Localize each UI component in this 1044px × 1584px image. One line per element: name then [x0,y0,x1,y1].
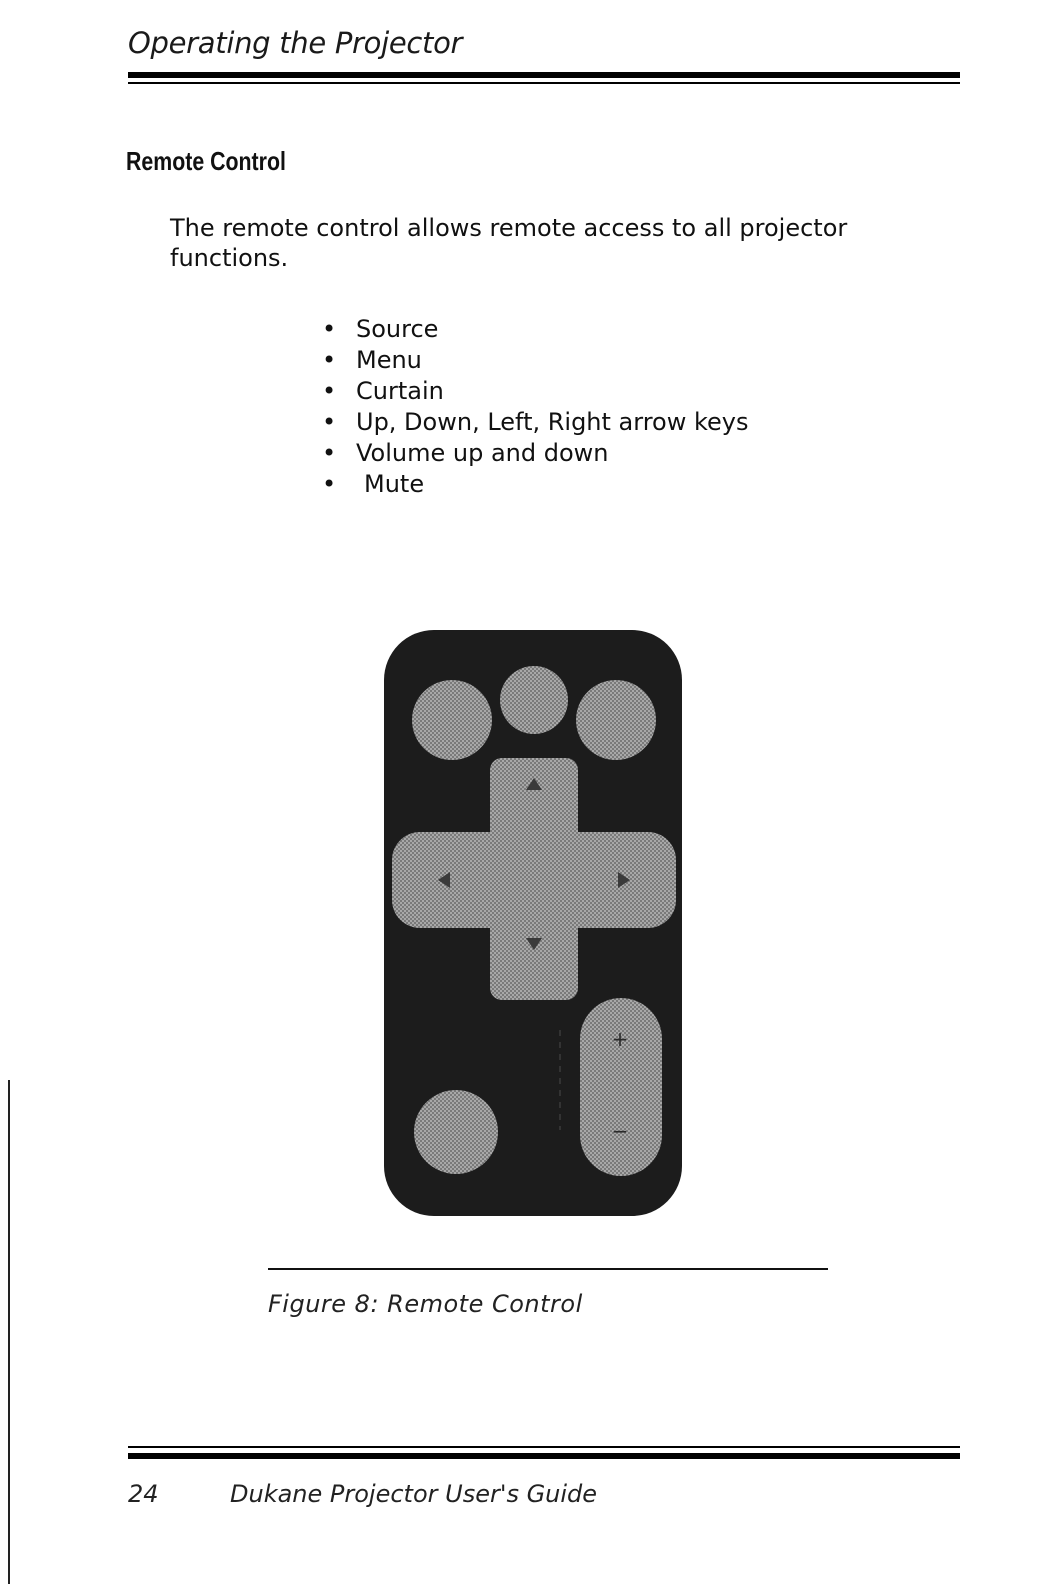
figure-caption: Figure 8: Remote Control [268,1290,583,1318]
bullet-icon: • [322,408,337,436]
guide-title: Dukane Projector User's Guide [230,1480,598,1508]
list-item: • Source [322,315,439,343]
caption-rule [268,1268,828,1270]
list-item: • Curtain [322,377,444,405]
feature-list [322,314,749,500]
section-heading: Remote Control [126,146,286,176]
header-rule-thick [128,72,960,78]
source-button [412,680,492,760]
list-item: • Volume up and down [322,439,609,467]
bullet-icon: • [322,315,337,343]
curtain-button [576,680,656,760]
bullet-icon: • [322,377,337,405]
intro-paragraph: The remote control allows remote access to all projector functions. [170,214,848,272]
volume-up-icon: + [611,1027,629,1051]
list-item: • Up, Down, Left, Right arrow keys [322,408,749,436]
header-rule-thin [128,82,960,84]
header-title: Operating the Projector [128,26,463,60]
footer-rule-thin [128,1446,960,1448]
page-number: 24 [128,1480,159,1508]
volume-down-icon: − [611,1119,629,1143]
remote-control-figure [384,630,684,1216]
binding-edge [8,1080,10,1584]
remote-control-illustration [384,630,684,1216]
footer-rule-thick [128,1453,960,1459]
volume-rocker [580,998,662,1176]
bullet-icon: • [322,439,337,467]
bullet-icon: • [322,470,337,498]
list-item: • Mute [322,470,425,498]
bullet-icon: • [322,346,337,374]
list-item: • Menu [322,346,422,374]
menu-button [500,666,568,734]
mute-button [414,1090,498,1174]
